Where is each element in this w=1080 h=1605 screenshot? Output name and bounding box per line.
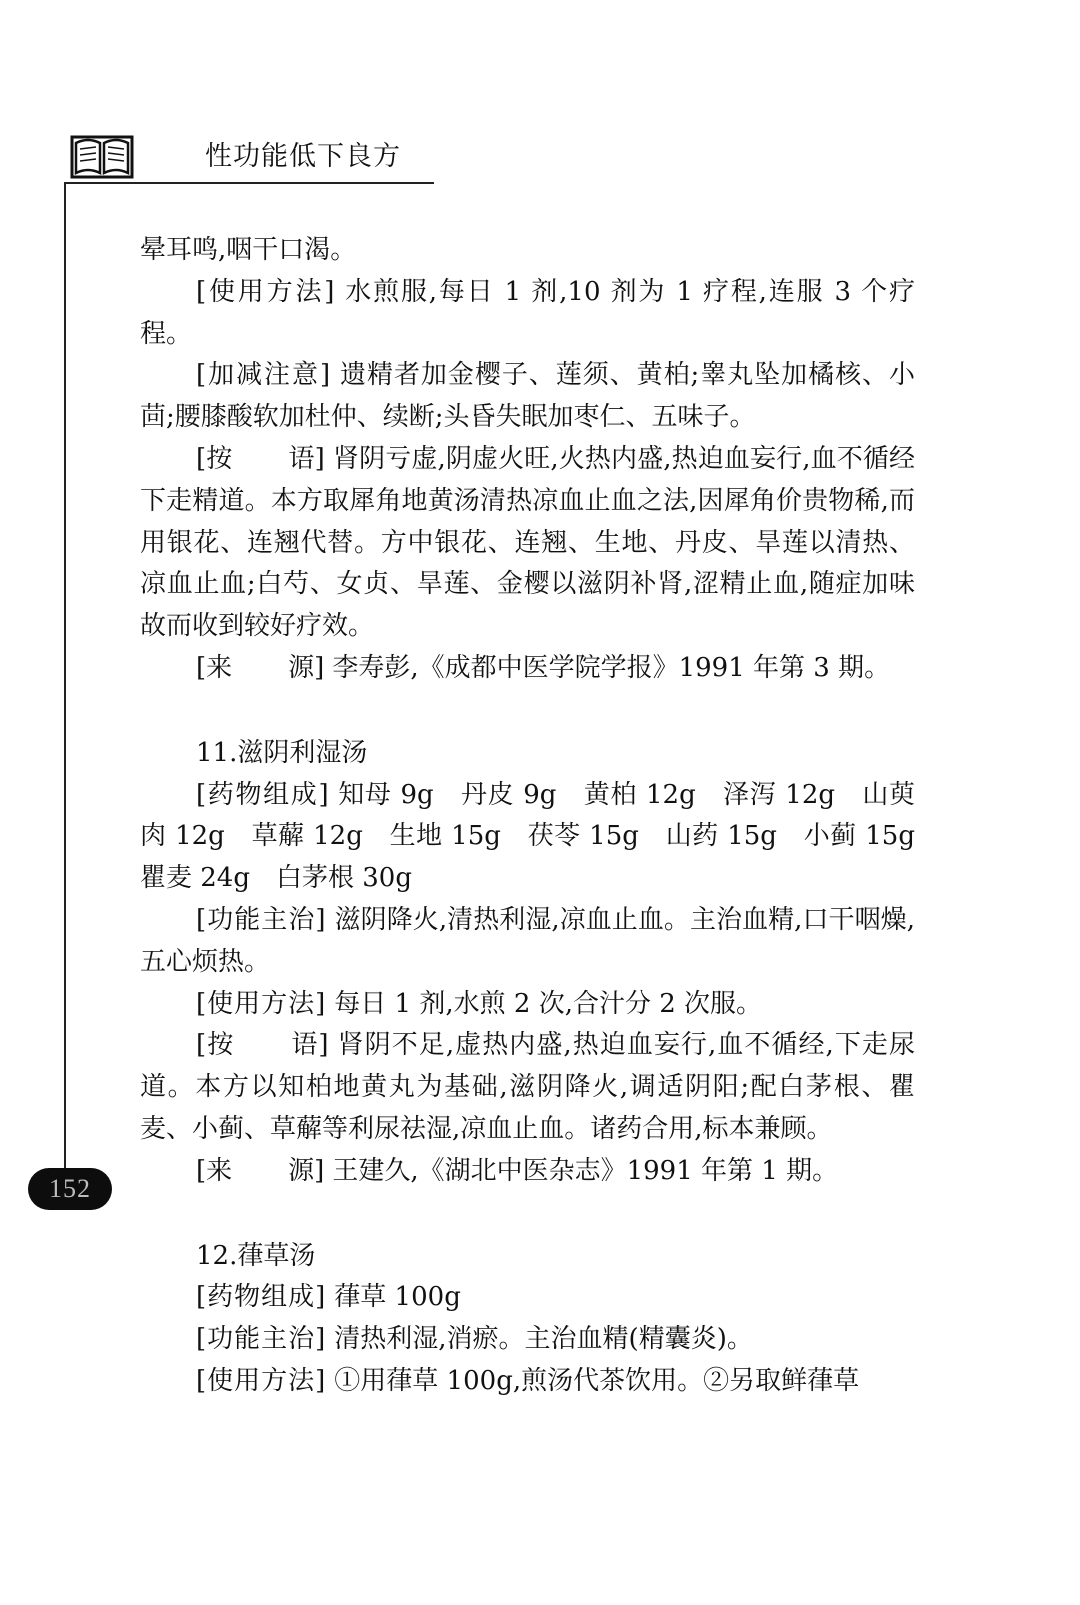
usage-text: ①用葎草 100g,煎汤代茶饮用。②另取鲜葎草 <box>334 1365 860 1396</box>
commentary-text: 肾阴不足,虚热内盛,热迫血妄行,血不循经,下走尿道。本方以知柏地黄丸为基础,滋阴降火,调适阴阳;配白茅根、瞿麦、小蓟、草薢等利尿祛湿,凉血止血。诸药合用,标本兼顾。 <box>140 1030 915 1144</box>
function-label: [功能主治] <box>196 1324 327 1355</box>
commentary-text: 肾阴亏虚,阴虚火旺,火热内盛,热迫血妄行,血不循经下走精道。本方取犀角地黄汤清热凉血止血之法,因犀角价贵物稀,而用银花、连翘代替。方中银花、连翘、生地、丹皮、旱莲以清热、凉血止血;白芍、女贞、旱莲、金樱以滋阴补肾,涩精止血,随症加味故而收到较好疗效。 <box>140 443 915 642</box>
open-book-icon <box>70 133 134 181</box>
source-label: [来 源] <box>196 652 325 683</box>
page-number-badge: 152 <box>28 1168 112 1210</box>
recipe-11-usage <box>140 984 915 1026</box>
commentary-label: [按 语] <box>196 1030 329 1061</box>
function-text: 滋阴降火,清热利湿,凉血止血。主治血精,口干咽燥,五心烦热。 <box>140 904 915 977</box>
commentary-paragraph <box>140 439 915 648</box>
source-label: [来 源] <box>196 1155 325 1186</box>
margin-rule <box>64 182 66 1172</box>
recipe-12-ingredients <box>140 1277 915 1319</box>
source-text: 李寿彭,《成都中医学院学报》1991 年第 3 期。 <box>332 652 891 683</box>
usage-text: 每日 1 剂,水煎 2 次,合汁分 2 次服。 <box>334 988 763 1019</box>
modification-label: [加减注意] <box>196 360 332 391</box>
commentary-label: [按 语] <box>196 443 325 474</box>
recipe-12-title: 12.葎草汤 <box>196 1240 316 1271</box>
recipe-11-source <box>140 1151 915 1193</box>
source-paragraph <box>140 648 915 690</box>
usage-label: [使用方法] <box>196 276 336 307</box>
ingredients-text: 知母 9g 丹皮 9g 黄柏 12g 泽泻 12g 山萸肉 12g 草薢 12g 生地 15g 茯苓 15g 山药 15g 小蓟 15g 瞿麦 24g 白茅根 30g <box>140 779 942 894</box>
continued-text: 晕耳鸣,咽干口渴。 <box>140 235 357 265</box>
ingredients-text: 葎草 100g <box>334 1282 461 1313</box>
ingredients-label: [药物组成] <box>196 779 330 810</box>
recipe-12-usage <box>140 1361 915 1403</box>
recipe-11-commentary <box>140 1025 915 1150</box>
ingredients-label: [药物组成] <box>196 1282 327 1313</box>
function-label: [功能主治] <box>196 904 327 935</box>
usage-label: [使用方法] <box>196 988 327 1019</box>
recipe-11-function <box>140 900 915 984</box>
source-text: 王建久,《湖北中医杂志》1991 年第 1 期。 <box>332 1155 839 1186</box>
header-rule <box>64 182 434 184</box>
recipe-12-function <box>140 1319 915 1361</box>
modification-paragraph <box>140 355 915 439</box>
page-body <box>140 230 942 1403</box>
usage-label: [使用方法] <box>196 1365 327 1396</box>
recipe-11-ingredients <box>140 775 942 900</box>
function-text: 清热利湿,消瘀。主治血精(精囊炎)。 <box>334 1324 753 1355</box>
recipe-11-title: 11.滋阴利湿汤 <box>196 737 368 768</box>
usage-text: 水煎服,每日 1 剂,10 剂为 1 疗程,连服 3 个疗程。 <box>140 276 916 349</box>
modification-text: 遗精者加金樱子、莲须、黄柏;睾丸坠加橘核、小茴;腰膝酸软加杜仲、续断;头昏失眠加枣仁、五味子。 <box>140 360 915 433</box>
usage-paragraph <box>140 272 915 356</box>
running-header-title: 性功能低下良方 <box>205 141 401 172</box>
